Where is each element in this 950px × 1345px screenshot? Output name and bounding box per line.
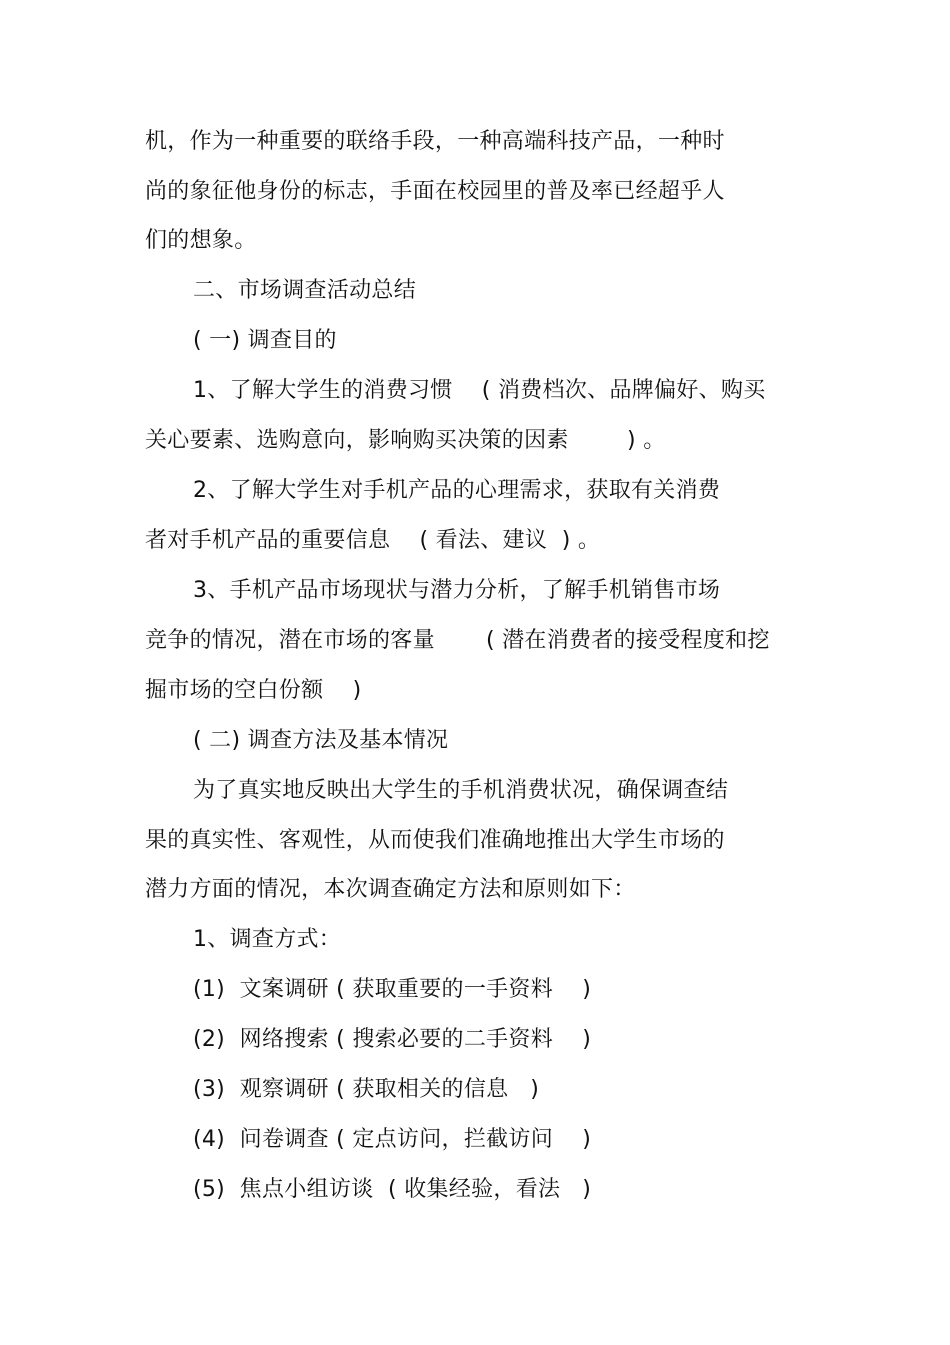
paragraph-line: 机，作为一种重要的联络手段，一种高端科技产品，一种时 — [145, 129, 725, 154]
paragraph-line: 者对手机产品的重要信息 ( 看法、建议 ) 。 — [145, 528, 601, 553]
list-item: (3) 观察调研 ( 获取相关的信息 ) — [193, 1077, 540, 1102]
paragraph-line: 果的真实性、客观性，从而使我们准确地推出大学生市场的 — [145, 828, 725, 853]
list-item: (2) 网络搜索 ( 搜索必要的二手资料 ) — [193, 1027, 592, 1052]
paragraph-line: 关心要素、选购意向，影响购买决策的因素 ) 。 — [145, 428, 666, 453]
subsection-heading: ( 一) 调查目的 — [193, 328, 337, 353]
list-item: (5) 焦点小组访谈 ( 收集经验，看法 ) — [193, 1177, 592, 1202]
paragraph-line: 潜力方面的情况，本次调查确定方法和原则如下： — [145, 877, 636, 902]
paragraph-line: 们的想象。 — [145, 228, 257, 253]
paragraph-line: 尚的象征他身份的标志，手面在校园里的普及率已经超乎人 — [145, 179, 725, 204]
list-item: (4) 问卷调查 ( 定点访问，拦截访问 ) — [193, 1127, 592, 1152]
paragraph-line: 竞争的情况，潜在市场的客量 ( 潜在消费者的接受程度和挖 — [145, 628, 770, 653]
section-heading: 二、市场调查活动总结 — [193, 278, 417, 303]
list-item: (1) 文案调研 ( 获取重要的一手资料 ) — [193, 977, 592, 1002]
list-item: 1、了解大学生的消费习惯 ( 消费档次、品牌偏好、购买 — [193, 378, 766, 403]
list-item: 2、了解大学生对手机产品的心理需求，获取有关消费 — [193, 478, 721, 503]
list-item: 3、手机产品市场现状与潜力分析，了解手机销售市场 — [193, 578, 721, 603]
paragraph-line: 为了真实地反映出大学生的手机消费状况，确保调查结 — [193, 778, 729, 803]
paragraph-line: 掘市场的空白份额 ) — [145, 678, 362, 703]
subsection-heading: ( 二) 调查方法及基本情况 — [193, 728, 449, 753]
list-heading: 1、调查方式： — [193, 927, 342, 952]
